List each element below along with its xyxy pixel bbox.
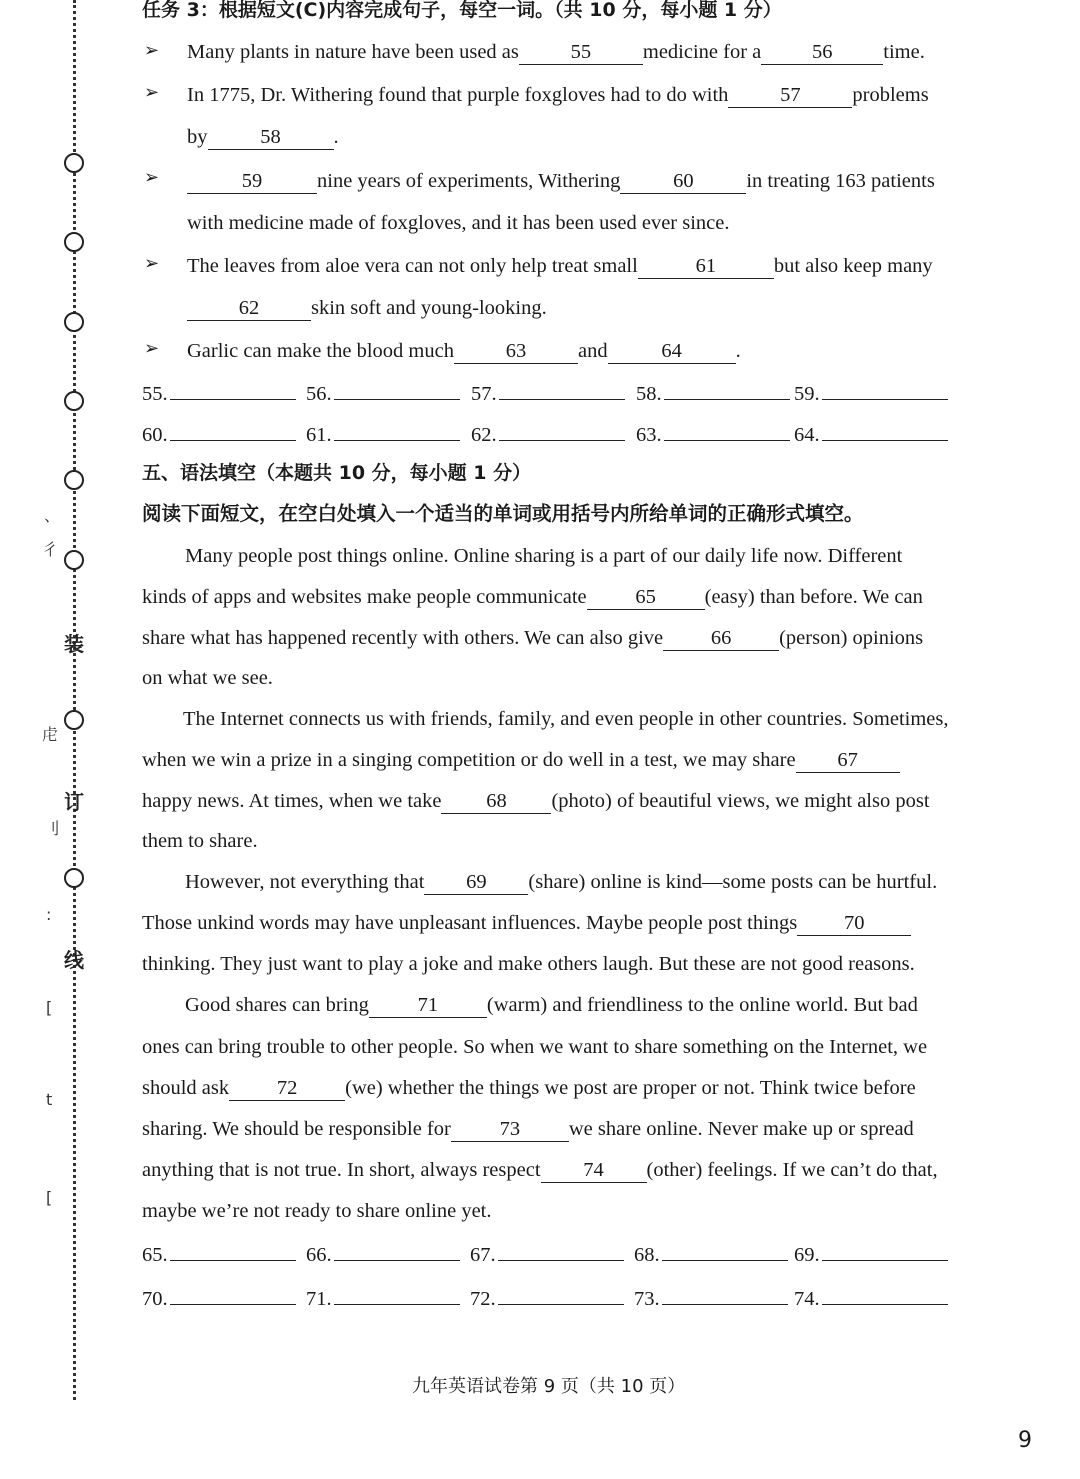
passage-line [142,909,911,937]
text: Those unkind words may have unpleasant influences. Maybe people post things [142,912,798,934]
sentence-2 [187,81,929,109]
text: problems [852,84,929,106]
text: share what has happened recently with others. We can also give [142,627,664,649]
binding-ring [64,550,84,570]
text: we share online. Never make up or spread [568,1118,914,1140]
text: The leaves from aloe vera can not only help treat small [187,255,638,277]
page-number: 9 [1018,1428,1032,1453]
passage-line [185,868,937,896]
blank-73[interactable]: 73 [451,1117,569,1142]
answer-56[interactable]: 56. [306,379,460,406]
arrow-bullet-icon: ➢ [144,253,160,273]
text: (warm) and friendliness to the online world. But bad [486,994,918,1016]
binding-ring [64,868,84,888]
blank-69[interactable]: 69 [424,870,528,895]
blank-59[interactable]: 59 [187,169,317,194]
passage-line [142,624,923,652]
answer-65[interactable]: 65. [142,1240,296,1267]
blank-55[interactable]: 55 [519,40,643,65]
sentence-4-cont [187,294,547,322]
arrow-bullet-icon: ➢ [144,167,160,187]
text: (share) online is kind—some posts can be hurtful. [528,871,938,893]
margin-char-ding: 订 [64,790,84,814]
blank-60[interactable]: 60 [620,169,746,194]
text: (easy) than before. We can [704,586,923,608]
blank-67[interactable]: 67 [796,748,900,773]
page-footer: 九年英语试卷第 9 页（共 10 页） [412,1376,686,1397]
answer-67[interactable]: 67. [470,1240,624,1267]
text: In 1775, Dr. Withering found that purple foxgloves had to do with [187,84,729,106]
text: by [187,126,208,148]
margin-mark: [ [46,998,53,1017]
binding-dotted-line [73,0,76,1400]
task3-heading: 任务 3：根据短文(C)内容完成句子，每空一词。（共 10 分，每小题 1 分） [142,0,782,21]
answer-71[interactable]: 71. [306,1284,460,1311]
section5-heading: 五、语法填空（本题共 10 分，每小题 1 分） [142,462,532,484]
answer-63[interactable]: 63. [636,420,790,447]
answer-60[interactable]: 60. [142,420,296,447]
text: kinds of apps and websites make people communicate [142,586,587,608]
answer-70[interactable]: 70. [142,1284,296,1311]
passage-line [185,991,918,1019]
text: Good shares can bring [185,994,369,1016]
passage-line [142,1156,938,1184]
text: . [735,340,741,362]
text: when we win a prize in a singing competition or do well in a test, we may share [142,749,796,771]
passage-line: on what we see. [142,667,273,689]
sentence-3 [187,167,935,195]
sentence-1 [187,38,925,66]
margin-mark: 虍 [42,725,59,744]
text: However, not everything that [185,871,425,893]
binding-ring [64,391,84,411]
blank-63[interactable]: 63 [454,339,578,364]
text: Many plants in nature have been used as [187,41,519,63]
blank-66[interactable]: 66 [663,626,779,651]
binding-ring [64,312,84,332]
text: Garlic can make the blood much [187,340,454,362]
text: (photo) of beautiful views, we might also post [551,790,930,812]
passage-line: ones can bring trouble to other people. So when we want to share something on the Internet, we [142,1036,928,1058]
binding-ring [64,153,84,173]
text: in treating 163 patients [746,170,935,192]
answer-59[interactable]: 59. [794,379,948,406]
answer-66[interactable]: 66. [306,1240,460,1267]
blank-58[interactable]: 58 [208,125,334,150]
passage-line [142,787,930,815]
sentence-5 [187,337,741,365]
margin-mark: 彳 [42,540,59,559]
blank-70[interactable]: 70 [797,911,911,936]
text: but also keep many [773,255,933,277]
section5-instruction: 阅读下面短文，在空白处填入一个适当的单词或用括号内所给单词的正确形式填空。 [142,502,864,525]
blank-72[interactable]: 72 [229,1076,345,1101]
text: happy news. At times, when we take [142,790,442,812]
text: and [577,340,608,362]
text: time. [883,41,925,63]
blank-56[interactable]: 56 [761,40,883,65]
answer-58[interactable]: 58. [636,379,790,406]
answer-62[interactable]: 62. [471,420,625,447]
sentence-3-cont: with medicine made of foxgloves, and it has been used ever since. [187,212,730,234]
answer-68[interactable]: 68. [634,1240,788,1267]
margin-mark: : [46,905,52,924]
margin-char-xian: 线 [64,948,84,972]
margin-mark: [ [46,1188,53,1207]
sentence-4 [187,252,933,280]
passage-line: them to share. [142,830,258,852]
passage-line [142,1115,914,1143]
text: (we) whether the things we post are proper or not. Think twice before [345,1077,916,1099]
passage-line [142,1074,916,1102]
margin-mark: 刂 [44,819,61,838]
text: medicine for a [642,41,762,63]
passage-line [142,746,900,774]
text: (person) opinions [779,627,924,649]
margin-mark: 、 [44,506,61,525]
arrow-bullet-icon: ➢ [144,338,160,358]
binding-ring [64,470,84,490]
text: should ask [142,1077,230,1099]
margin-mark: t [46,1090,53,1109]
sentence-2-cont [187,123,339,151]
answer-57[interactable]: 57. [471,379,625,406]
answer-74[interactable]: 74. [794,1284,948,1311]
blank-64[interactable]: 64 [608,339,736,364]
answer-69[interactable]: 69. [794,1240,948,1267]
text: . [333,126,339,148]
answer-64[interactable]: 64. [794,420,948,447]
arrow-bullet-icon: ➢ [144,40,160,60]
answer-73[interactable]: 73. [634,1284,788,1311]
blank-62[interactable]: 62 [187,296,311,321]
answer-72[interactable]: 72. [470,1284,624,1311]
passage-line: thinking. They just want to play a joke and make others laugh. But these are not good reasons. [142,953,915,975]
margin-char-zhuang: 装 [64,632,84,656]
passage-line: The Internet connects us with friends, family, and even people in other countries. Sometimes, [183,708,949,730]
blank-68[interactable]: 68 [441,789,551,814]
text: nine years of experiments, Withering [317,170,621,192]
passage-line [142,583,923,611]
answer-55[interactable]: 55. [142,379,296,406]
passage-line: Many people post things online. Online sharing is a part of our daily life now. Different [185,545,903,567]
blank-57[interactable]: 57 [728,83,852,108]
answer-61[interactable]: 61. [306,420,460,447]
text: anything that is not true. In short, always respect [142,1159,541,1181]
binding-ring [64,710,84,730]
blank-65[interactable]: 65 [587,585,705,610]
blank-71[interactable]: 71 [369,993,487,1018]
text: skin soft and young-looking. [311,297,547,319]
blank-74[interactable]: 74 [541,1158,647,1183]
text: sharing. We should be responsible for [142,1118,451,1140]
binding-ring [64,232,84,252]
arrow-bullet-icon: ➢ [144,82,160,102]
blank-61[interactable]: 61 [638,254,774,279]
text: (other) feelings. If we can’t do that, [646,1159,938,1181]
passage-line: maybe we’re not ready to share online yet. [142,1200,492,1222]
